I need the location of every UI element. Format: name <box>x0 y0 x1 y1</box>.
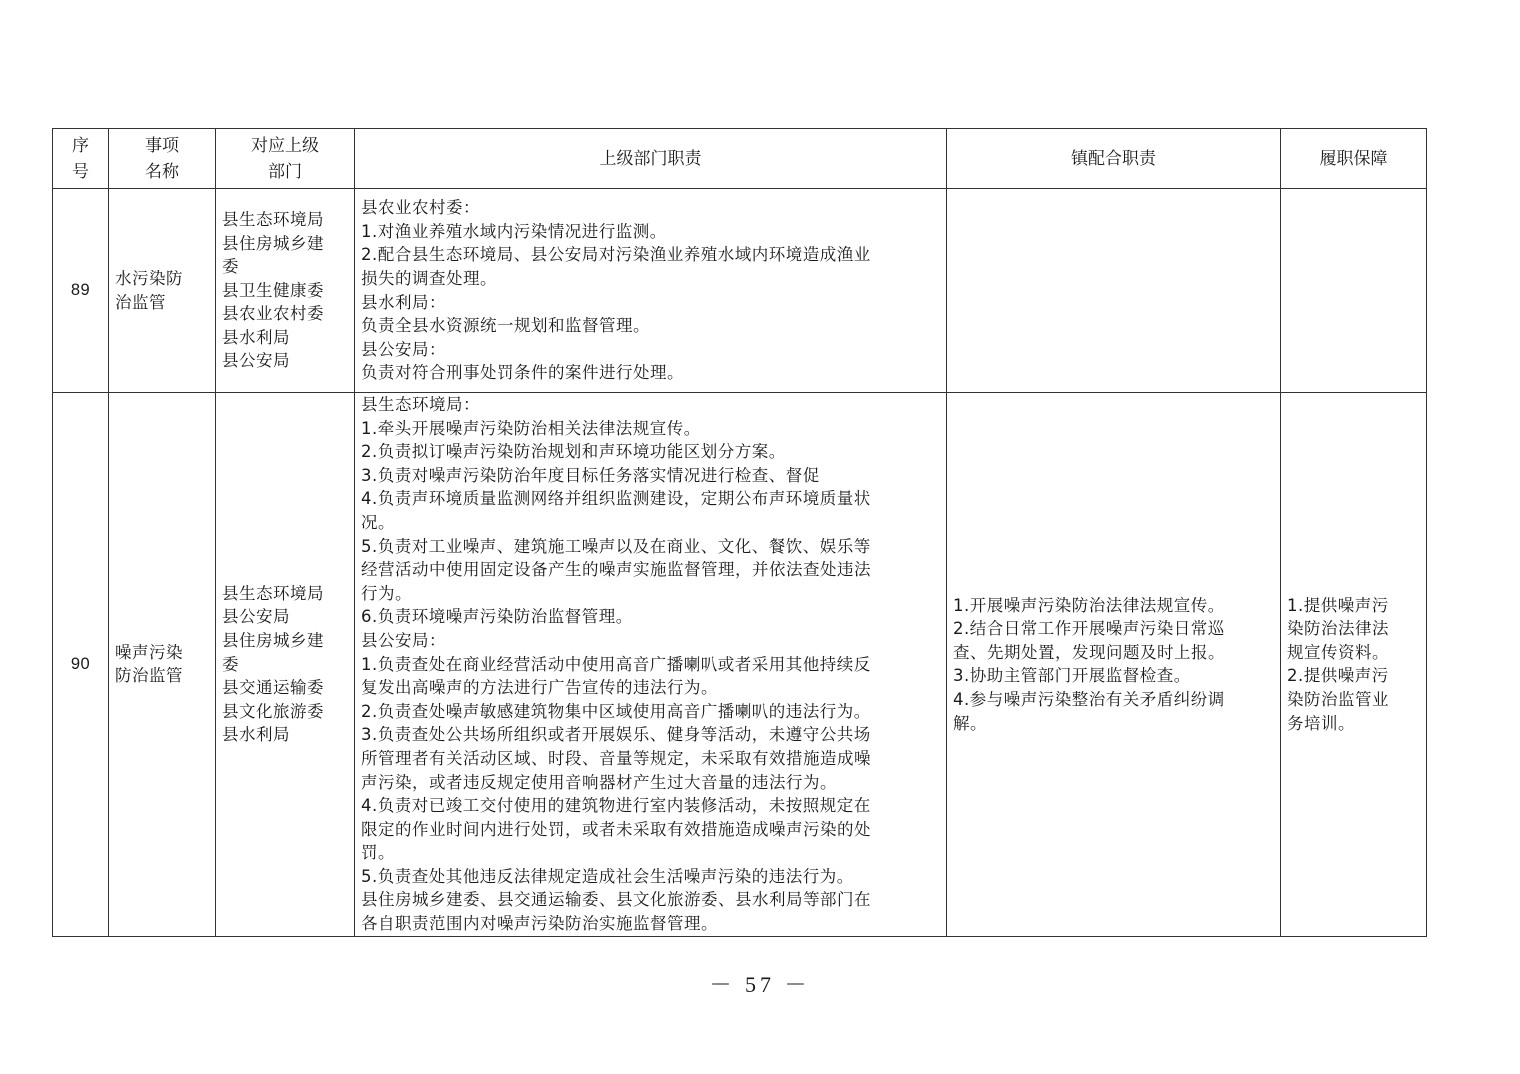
header-row <box>53 129 1427 189</box>
duty-line: 限定的作业时间内进行处罚，或者未采取有效措施造成噪声污染的处 <box>361 819 871 839</box>
town-duty-line: 3.协助主管部门开展监督检查。 <box>953 666 1191 686</box>
duty-line: 况。 <box>361 512 395 532</box>
duty-line: 2.负责查处噪声敏感建筑物集中区域使用高音广播喇叭的违法行为。 <box>361 701 871 721</box>
guarantee-line: 染防治监管业 <box>1287 689 1389 709</box>
row-number: 89 <box>53 189 109 393</box>
duty-line: 损失的调查处理。 <box>361 268 497 288</box>
duty-line: 县生态环境局： <box>361 395 480 414</box>
dept-cell <box>216 189 355 393</box>
duty-line: 县农业农村委： <box>361 198 480 218</box>
dept-line: 县农业农村委 <box>222 304 324 324</box>
dept-line: 县水利局 <box>222 725 290 745</box>
dept-cell <box>216 393 355 937</box>
duty-line: 5.负责查处其他违反法律规定造成社会生活噪声污染的违法行为。 <box>361 866 854 886</box>
duty-line: 经营活动中使用固定设备产生的噪声实施监督管理，并依法查处违法 <box>361 560 871 580</box>
dept-line: 县公安局 <box>222 351 290 371</box>
duty-line: 1.牵头开展噪声污染防治相关法律法规宣传。 <box>361 418 701 438</box>
guarantee-line: 染防治法律法 <box>1287 619 1389 639</box>
header-guarantee: 履职保障 <box>1281 129 1427 189</box>
table-row <box>53 189 1427 393</box>
guarantee-cell <box>1281 189 1427 393</box>
duty-line: 负责对符合刑事处罚条件的案件进行处理。 <box>361 363 684 383</box>
header-upper-duty: 上级部门职责 <box>355 129 947 189</box>
dept-line: 县住房城乡建 <box>222 233 324 253</box>
dept-line: 县住房城乡建 <box>222 630 324 650</box>
header-upper-dept: 对应上级 部门 <box>216 129 355 189</box>
duty-line: 2.配合县生态环境局、县公安局对污染渔业养殖水域内环境造成渔业 <box>361 245 871 265</box>
dept-line: 县交通运输委 <box>222 678 324 698</box>
town-duty-cell <box>947 189 1281 393</box>
duty-line: 县水利局： <box>361 292 446 312</box>
duty-line: 3.负责查处公共场所组织或者开展娱乐、健身等活动，未遵守公共场 <box>361 725 871 745</box>
duty-line: 4.负责对已竣工交付使用的建筑物进行室内装修活动，未按照规定在 <box>361 796 871 816</box>
duty-line: 声污染，或者违反规定使用音响器材产生过大音量的违法行为。 <box>361 772 837 792</box>
duty-line: 县住房城乡建委、县交通运输委、县文化旅游委、县水利局等部门在 <box>361 890 871 910</box>
duty-line: 2.负责拟订噪声污染防治规划和声环境功能区划分方案。 <box>361 442 786 462</box>
duty-line: 5.负责对工业噪声、建筑施工噪声以及在商业、文化、餐饮、娱乐等 <box>361 536 871 556</box>
item-name-cell <box>109 189 216 393</box>
guarantee-line: 2.提供噪声污 <box>1287 666 1389 686</box>
header-item-name: 事项 名称 <box>109 129 216 189</box>
guarantee-cell <box>1281 393 1427 937</box>
duty-line: 1.对渔业养殖水域内污染情况进行监测。 <box>361 221 667 241</box>
duty-line: 4.负责声环境质量监测网络并组织监测建设，定期公布声环境质量状 <box>361 489 871 509</box>
town-duty-line: 解。 <box>953 713 987 733</box>
page-number: － 57 － <box>709 972 811 997</box>
dept-line: 县生态环境局 <box>222 209 324 229</box>
dept-line: 委 <box>222 257 239 277</box>
duty-line: 县公安局： <box>361 630 446 650</box>
town-duty-cell <box>947 393 1281 937</box>
dept-line: 县文化旅游委 <box>222 701 324 721</box>
duty-line: 行为。 <box>361 583 412 603</box>
item-name-cell <box>109 393 216 937</box>
duty-line: 罚。 <box>361 843 395 863</box>
duty-line: 复发出高噪声的方法进行广告宣传的违法行为。 <box>361 678 718 698</box>
item-name-line: 水污染防 <box>115 268 183 288</box>
duty-line: 负责全县水资源统一规划和监督管理。 <box>361 316 650 336</box>
dept-line: 县水利局 <box>222 327 290 347</box>
town-duty-line: 4.参与噪声污染整治有关矛盾纠纷调 <box>953 689 1225 709</box>
town-duty-line: 1.开展噪声污染防治法律法规宣传。 <box>953 595 1225 615</box>
item-name-line: 治监管 <box>115 292 166 312</box>
dept-line: 委 <box>222 654 239 674</box>
upper-duty-cell <box>355 189 947 393</box>
duty-line: 所管理者有关活动区域、时段、音量等规定，未采取有效措施造成噪 <box>361 748 871 768</box>
town-duty-line: 查、先期处置，发现问题及时上报。 <box>953 642 1225 662</box>
header-town-duty: 镇配合职责 <box>947 129 1281 189</box>
row-number: 90 <box>53 393 109 937</box>
item-name-line: 防治监管 <box>115 666 183 686</box>
guarantee-line: 务培训。 <box>1287 713 1355 733</box>
table-row <box>53 393 1427 937</box>
duty-line: 各自职责范围内对噪声污染防治实施监督管理。 <box>361 914 718 934</box>
duty-line: 6.负责环境噪声污染防治监督管理。 <box>361 607 633 627</box>
dept-line: 县卫生健康委 <box>222 280 324 300</box>
town-duty-line: 2.结合日常工作开展噪声污染日常巡 <box>953 619 1225 639</box>
header-no: 序 号 <box>53 129 109 189</box>
guarantee-line: 1.提供噪声污 <box>1287 595 1389 615</box>
item-name-line: 噪声污染 <box>115 642 183 662</box>
duty-line: 1.负责查处在商业经营活动中使用高音广播喇叭或者采用其他持续反 <box>361 654 871 674</box>
dept-line: 县生态环境局 <box>222 583 324 603</box>
guarantee-line: 规宣传资料。 <box>1287 642 1389 662</box>
upper-duty-cell <box>355 393 947 937</box>
dept-line: 县公安局 <box>222 607 290 627</box>
duty-line: 县公安局： <box>361 339 446 359</box>
duty-table <box>52 128 1427 937</box>
duty-line: 3.负责对噪声污染防治年度目标任务落实情况进行检查、督促 <box>361 465 820 485</box>
